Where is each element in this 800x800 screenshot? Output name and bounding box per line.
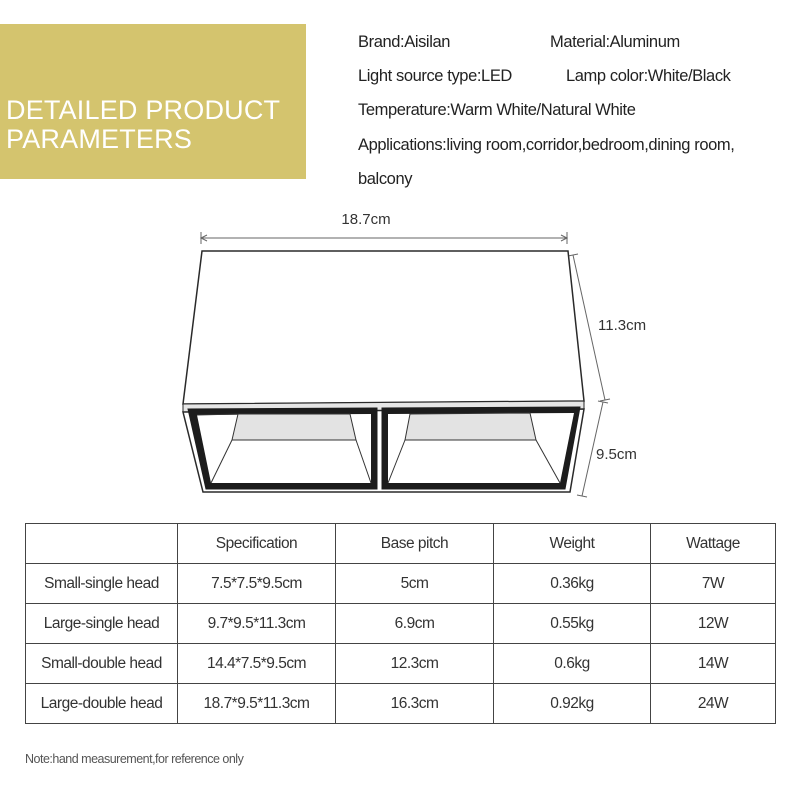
banner-title: DETAILED PRODUCT PARAMETERS	[6, 95, 280, 154]
table-cell: 24W	[651, 684, 776, 724]
header-cell	[26, 524, 178, 564]
footnote: Note:hand measurement,for reference only	[25, 752, 244, 766]
param-material: Material:Aluminum	[550, 33, 680, 51]
table-cell: 0.36kg	[494, 564, 651, 604]
table-cell: 0.92kg	[494, 684, 651, 724]
table-cell: 18.7*9.5*11.3cm	[178, 684, 336, 724]
table-cell: Small-single head	[26, 564, 178, 604]
param-brand: Brand:Aisilan	[358, 33, 451, 51]
param-applications: Applications:living room,corridor,bedroom,dining room,	[358, 136, 735, 154]
table-cell: Large-single head	[26, 604, 178, 644]
width-dimension-line	[201, 232, 567, 244]
table-row	[26, 684, 776, 724]
header-cell: Specification	[178, 524, 336, 564]
table-row	[26, 644, 776, 684]
width-label: 18.7cm	[341, 211, 391, 228]
table-cell: Small-double head	[26, 644, 178, 684]
product-dimension-diagram	[0, 200, 800, 510]
table-cell: 12W	[651, 604, 776, 644]
table-cell: 14.4*7.5*9.5cm	[178, 644, 336, 684]
spec-table	[25, 523, 776, 724]
table-cell: 12.3cm	[336, 644, 494, 684]
height-label: 11.3cm	[598, 317, 647, 334]
header-cell: Wattage	[651, 524, 776, 564]
table-cell: Large-double head	[26, 684, 178, 724]
param-lamp-color: Lamp color:White/Black	[566, 67, 731, 85]
table-cell: 7.5*7.5*9.5cm	[178, 564, 336, 604]
param-light-source: Light source type:LED	[358, 67, 512, 85]
table-cell: 7W	[651, 564, 776, 604]
table-cell: 16.3cm	[336, 684, 494, 724]
table-cell: 0.6kg	[494, 644, 651, 684]
table-row	[26, 604, 776, 644]
depth-label: 9.5cm	[596, 446, 637, 463]
table-cell: 9.7*9.5*11.3cm	[178, 604, 336, 644]
fixture-body	[183, 251, 584, 492]
table-cell: 14W	[651, 644, 776, 684]
header-cell: Base pitch	[336, 524, 494, 564]
header-banner	[0, 24, 306, 179]
param-applications-cont: balcony	[358, 170, 413, 188]
table-cell: 5cm	[336, 564, 494, 604]
param-temperature: Temperature:Warm White/Natural White	[358, 101, 636, 119]
table-cell: 6.9cm	[336, 604, 494, 644]
table-row	[26, 564, 776, 604]
table-cell: 0.55kg	[494, 604, 651, 644]
table-header-row	[26, 524, 776, 564]
header-cell: Weight	[494, 524, 651, 564]
